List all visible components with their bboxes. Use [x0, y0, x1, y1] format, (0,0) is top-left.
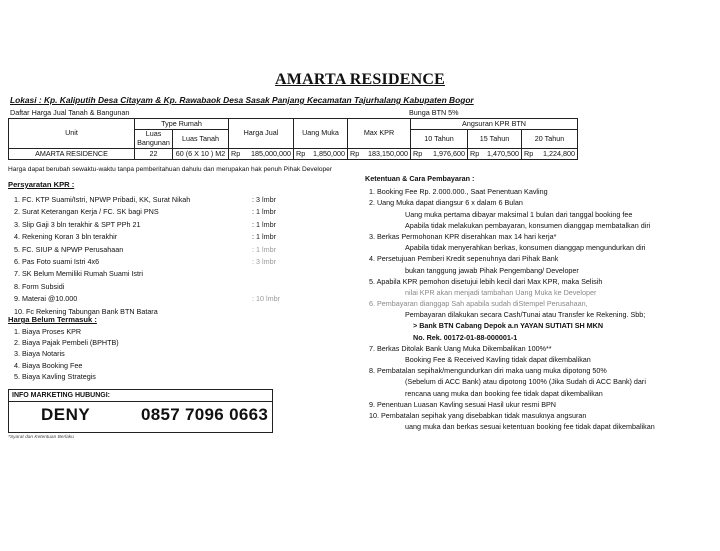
requirement-qty: : 1 lmbr	[252, 244, 276, 254]
harga-belum-list	[14, 328, 119, 384]
type-rumah-header: Type Rumah	[135, 119, 229, 130]
requirement-text: 6. Pas Foto suami Istri 4x6	[14, 256, 100, 266]
angsuran-10-value: 1,976,600	[433, 148, 465, 158]
ketentuan-line: Uang muka pertama dibayar maksimal 1 bulan dari tanggal booking fee	[405, 209, 633, 219]
ketentuan-line: uang muka dan berkas sesuai ketentuan booking fee tidak dapat dikembalikan	[405, 422, 655, 432]
ketentuan-line: 5. Apabila KPR pemohon disetujui lebih kecil dari Max KPR, maka Selisih	[369, 276, 603, 286]
location-line: Lokasi : Kp. Kaliputih Desa Citayam & Kp. Rawabaok Desa Sasak Panjang Kecamatan Tajurhalang Kabupaten Bogor	[10, 95, 474, 105]
angsuran-header: Angsuran KPR BTN	[411, 119, 578, 130]
harga-jual-value: 185,000,000	[251, 148, 291, 158]
requirement-text: 5. FC. SIUP & NPWP Perusahaan	[14, 244, 124, 254]
uang-muka-header: Uang Muka	[294, 119, 348, 149]
requirement-text: 2. Surat Keterangan Kerja / FC. SK bagi PNS	[14, 207, 159, 217]
uang-muka-value: 1,850,000	[313, 148, 345, 158]
angsuran-10-cell	[411, 149, 468, 160]
ketentuan-line: bukan tanggung jawab Pihak Pengembang/ Developer	[405, 265, 579, 275]
currency-label: Rp	[470, 148, 480, 158]
ketentuan-line: No. Rek. 00172-01-88-000001-1	[413, 332, 518, 342]
currency-label: Rp	[350, 148, 360, 158]
currency-label: Rp	[413, 148, 423, 158]
requirement-text: 10. Fc Rekening Tabungan Bank BTN Batara	[14, 306, 158, 316]
price-list-label: Daftar Harga Jual Tanah & Bangunan	[10, 108, 130, 117]
requirement-qty: : 1 lmbr	[252, 219, 276, 229]
max-kpr-header: Max KPR	[348, 119, 411, 149]
ketentuan-section	[365, 175, 717, 434]
ketentuan-heading: Ketentuan & Cara Pembayaran :	[365, 174, 475, 183]
ketentuan-line: nilai KPR akan menjadi tambahan Uang Muka ke Developer	[405, 287, 597, 297]
ketentuan-line: Apabila tidak melakukan pembayaran, konsumen dianggap membatalkan diri	[405, 220, 651, 230]
requirement-qty: : 3 lmbr	[252, 256, 276, 266]
tenor-20-header: 20 Tahun	[522, 130, 578, 149]
unit-cell: AMARTA RESIDENCE	[9, 149, 135, 160]
angsuran-15-value: 1,470,500	[487, 148, 519, 158]
list-item: 5. Biaya Kavling Strategis	[14, 371, 96, 381]
interest-rate-label: Bunga BTN 5%	[409, 108, 459, 117]
unit-header: Unit	[9, 119, 135, 149]
requirement-qty: : 1 lmbr	[252, 232, 276, 242]
marketing-phone[interactable]: 0857 7096 0663	[141, 405, 269, 424]
requirement-qty: : 3 lmbr	[252, 195, 276, 204]
ketentuan-line: 2. Uang Muka dapat diangsur 6 x dalam 6 Bulan	[369, 198, 523, 208]
persyaratan-list	[14, 196, 299, 320]
price-table	[8, 118, 578, 160]
requirement-qty: : 1 lmbr	[252, 207, 276, 217]
ketentuan-line: Booking Fee & Received Kavling tidak dapat dikembalikan	[405, 355, 591, 364]
ketentuan-line: Pembayaran dilakukan secara Cash/Tunai atau Transfer ke Rekening. Sbb;	[405, 310, 646, 320]
persyaratan-heading: Persyaratan KPR :	[8, 180, 75, 189]
list-item: 1. Biaya Proses KPR	[14, 327, 82, 336]
harga-belum-heading: Harga Belum Termasuk :	[8, 315, 97, 324]
tenor-10-header: 10 Tahun	[411, 130, 468, 149]
requirement-text: 3. Slip Gaji 3 bln terakhir & SPT PPh 21	[14, 219, 141, 229]
list-item: 3. Biaya Notaris	[14, 349, 65, 359]
ketentuan-line: rencana uang muka dan booking fee tidak dapat dikembalikan	[405, 388, 603, 398]
requirement-text: 1. FC. KTP Suami/Istri, NPWP Pribadi, KK, Surat Nikah	[14, 195, 191, 204]
ketentuan-line: 10. Pembatalan sepihak yang disebabkan tidak masuknya angsuran	[369, 410, 587, 420]
list-item: 4. Biaya Booking Fee	[14, 360, 83, 370]
harga-jual-header: Harga Jual	[229, 119, 294, 149]
harga-jual-cell	[229, 149, 294, 160]
marketing-info-heading: INFO MARKETING HUBUNGI:	[9, 390, 272, 402]
price-change-note: Harga dapat berubah sewaktu-waktu tanpa pemberitahuan dahulu dan merupakan hak penuh Pihak Developer	[8, 166, 333, 173]
ketentuan-line: 8. Pembatalan sepihak/mengundurkan diri maka uang muka dipotong 50%	[369, 366, 607, 376]
angsuran-15-cell	[468, 149, 522, 160]
requirement-text: 4. Rekening Koran 3 bln terakhir	[14, 232, 118, 242]
marketing-name: DENY	[41, 405, 91, 424]
footnote: *Syarat dan Ketentuan Berlaku	[8, 435, 74, 440]
ketentuan-list	[365, 188, 717, 434]
uang-muka-cell	[294, 149, 348, 160]
ketentuan-line: 1. Booking Fee Rp. 2.000.000., Saat Penentuan Kavling	[369, 187, 548, 197]
ketentuan-line: Apabila tidak menyerahkan berkas, konsumen dianggap mengundurkan diri	[405, 243, 646, 253]
requirement-text: 9. Materai @10.000	[14, 294, 78, 304]
angsuran-20-value: 1,224,800	[543, 148, 576, 158]
max-kpr-cell	[348, 149, 411, 160]
table-row	[9, 149, 578, 160]
max-kpr-value: 183,150,000	[368, 148, 408, 158]
luas-bangunan-cell: 22	[135, 149, 173, 160]
marketing-info-box	[8, 389, 273, 433]
ketentuan-line: 7. Berkas Ditolak Bank Uang Muka Dikembalikan 100%**	[369, 343, 552, 353]
ketentuan-line: (Sebelum di ACC Bank) atau dipotong 100% (Jika Sudah di ACC Bank) dari	[405, 377, 646, 387]
luas-bangunan-header: Luas Bangunan	[135, 130, 173, 149]
luas-tanah-cell: 60 (6 X 10 ) M2	[173, 149, 229, 160]
luas-tanah-header: Luas Tanah	[173, 130, 229, 149]
ketentuan-line: > Bank BTN Cabang Depok a.n YAYAN SUTIATI SH MKN	[413, 321, 604, 331]
ketentuan-line: 9. Penentuan Luasan Kavling sesuai Hasil ukur resmi BPN	[369, 399, 556, 409]
ketentuan-line: 4. Persetujuan Pemberi Kredit sepenuhnya dari Pihak Bank	[369, 254, 559, 264]
requirement-text: 8. Form Subsidi	[14, 281, 65, 291]
page-title: AMARTA RESIDENCE	[275, 71, 445, 88]
ketentuan-line: 3. Berkas Permohonan KPR diserahkan max 14 hari kerja*	[369, 231, 557, 241]
ketentuan-line: 6. Pembayaran dianggap Sah apabila sudah diStempel Perusahaan,	[369, 299, 588, 309]
requirement-text: 7. SK Belum Memiliki Rumah Suami Istri	[14, 269, 144, 279]
currency-label: Rp	[524, 148, 534, 158]
list-item: 2. Biaya Pajak Pembeli (BPHTB)	[14, 338, 119, 348]
requirement-qty: : 10 lmbr	[252, 294, 280, 304]
angsuran-20-cell	[522, 149, 578, 160]
currency-label: Rp	[231, 148, 241, 158]
currency-label: Rp	[296, 148, 306, 158]
tenor-15-header: 15 Tahun	[468, 130, 522, 149]
